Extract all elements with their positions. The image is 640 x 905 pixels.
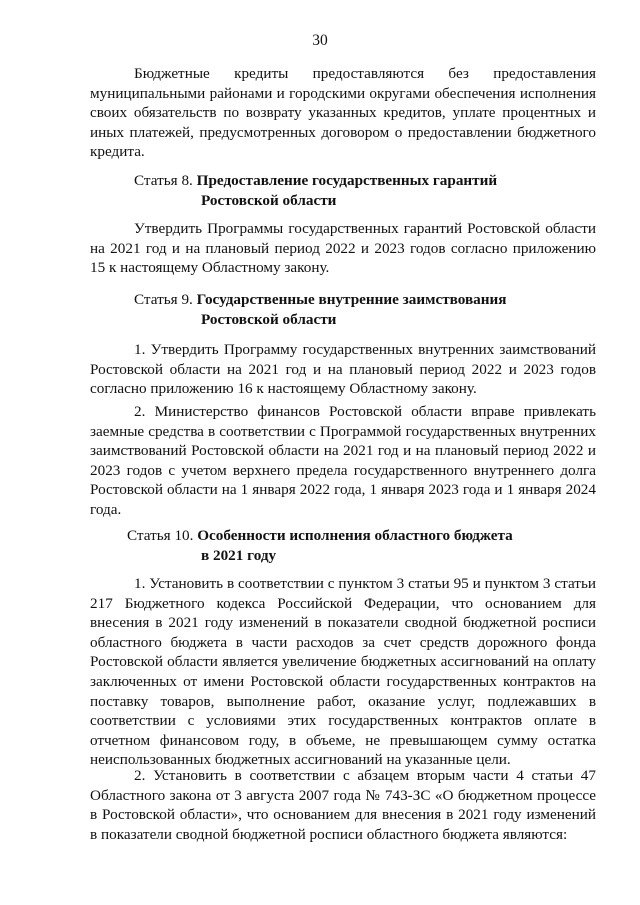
article-10-item-1: 1. Установить в соответствии с пунктом 3 статьи 95 и пунктом 3 статьи 217 Бюджетного кодекса Российской Федерации, что основанием для внесения в 2021 году изменений в показатели сводной бюджетной росписи областного бюджета в части расходов за счет средств дорожного фонда Ростовской области является увеличение бюджетных ассигнований на оплату заключенных от имени Ростовской области государственных контрактов на поставку товаров, выполнение работ, оказание услуг, подлежавших в соответствии с условиями этих государственных контрактов оплате в отчетном финансовом году, в объеме, не превышающем сумму остатка неиспользованных бюджетных ассигнований на указанные цели. <box>90 575 596 769</box>
article-8-text: Утвердить Программы государственных гарантий Ростовской области на 2021 год и на плановый период 2022 и 2023 годов согласно приложению 15 к настоящему Областному закону. <box>90 220 596 277</box>
article-9-title-line2: Ростовской области <box>201 310 337 328</box>
article-9-title-line1: Государственные внутренние заимствования <box>196 291 507 308</box>
article-9-item-2: 2. Министерство финансов Ростовской области вправе привлекать заемные средства в соответствии с Программой государственных внутренних заимствований Ростовской области на 2021 год и на плановый период 2022 и 2023 годов с учетом верхнего предела государственного внутреннего долга Ростовской области на 1 января 2022 года, 1 января 2023 года и 1 января 2024 года. <box>90 403 596 518</box>
article-9-number: Статья 9. <box>134 291 193 308</box>
article-8-title-line2: Ростовской области <box>201 191 337 209</box>
article-9-heading <box>134 290 507 329</box>
article-10-item-2: 2. Установить в соответствии с абзацем вторым части 4 статьи 47 Областного закона от 3 августа 2007 года № 743-ЗС «О бюджетном процессе в Ростовской области», что основанием для внесения в 2021 году изменений в показатели сводной бюджетной росписи областного бюджета являются: <box>90 767 596 843</box>
article-9-item-1: 1. Утвердить Программу государственных внутренних заимствований Ростовской области на 2021 год и на плановый период 2022 и 2023 годов согласно приложению 16 к настоящему Областному закону. <box>90 341 596 398</box>
paragraph-budget-credits: Бюджетные кредиты предоставляются без предоставления муниципальными районами и городскими округами обеспечения исполнения своих обязательств по возврату указанных кредитов, уплате процентных и иных платежей, предусмотренных договором о предоставлении бюджетного кредита. <box>90 65 596 161</box>
article-8-heading <box>134 171 497 210</box>
article-10-number: Статья 10. <box>127 527 194 544</box>
page-number: 30 <box>312 32 328 49</box>
article-8-number: Статья 8. <box>134 172 193 189</box>
article-10-title-line1: Особенности исполнения областного бюджета <box>197 527 513 544</box>
article-8-title-line1: Предоставление государственных гарантий <box>196 172 498 189</box>
article-10-title-line2: в 2021 году <box>201 546 277 564</box>
article-10-heading <box>127 526 513 565</box>
